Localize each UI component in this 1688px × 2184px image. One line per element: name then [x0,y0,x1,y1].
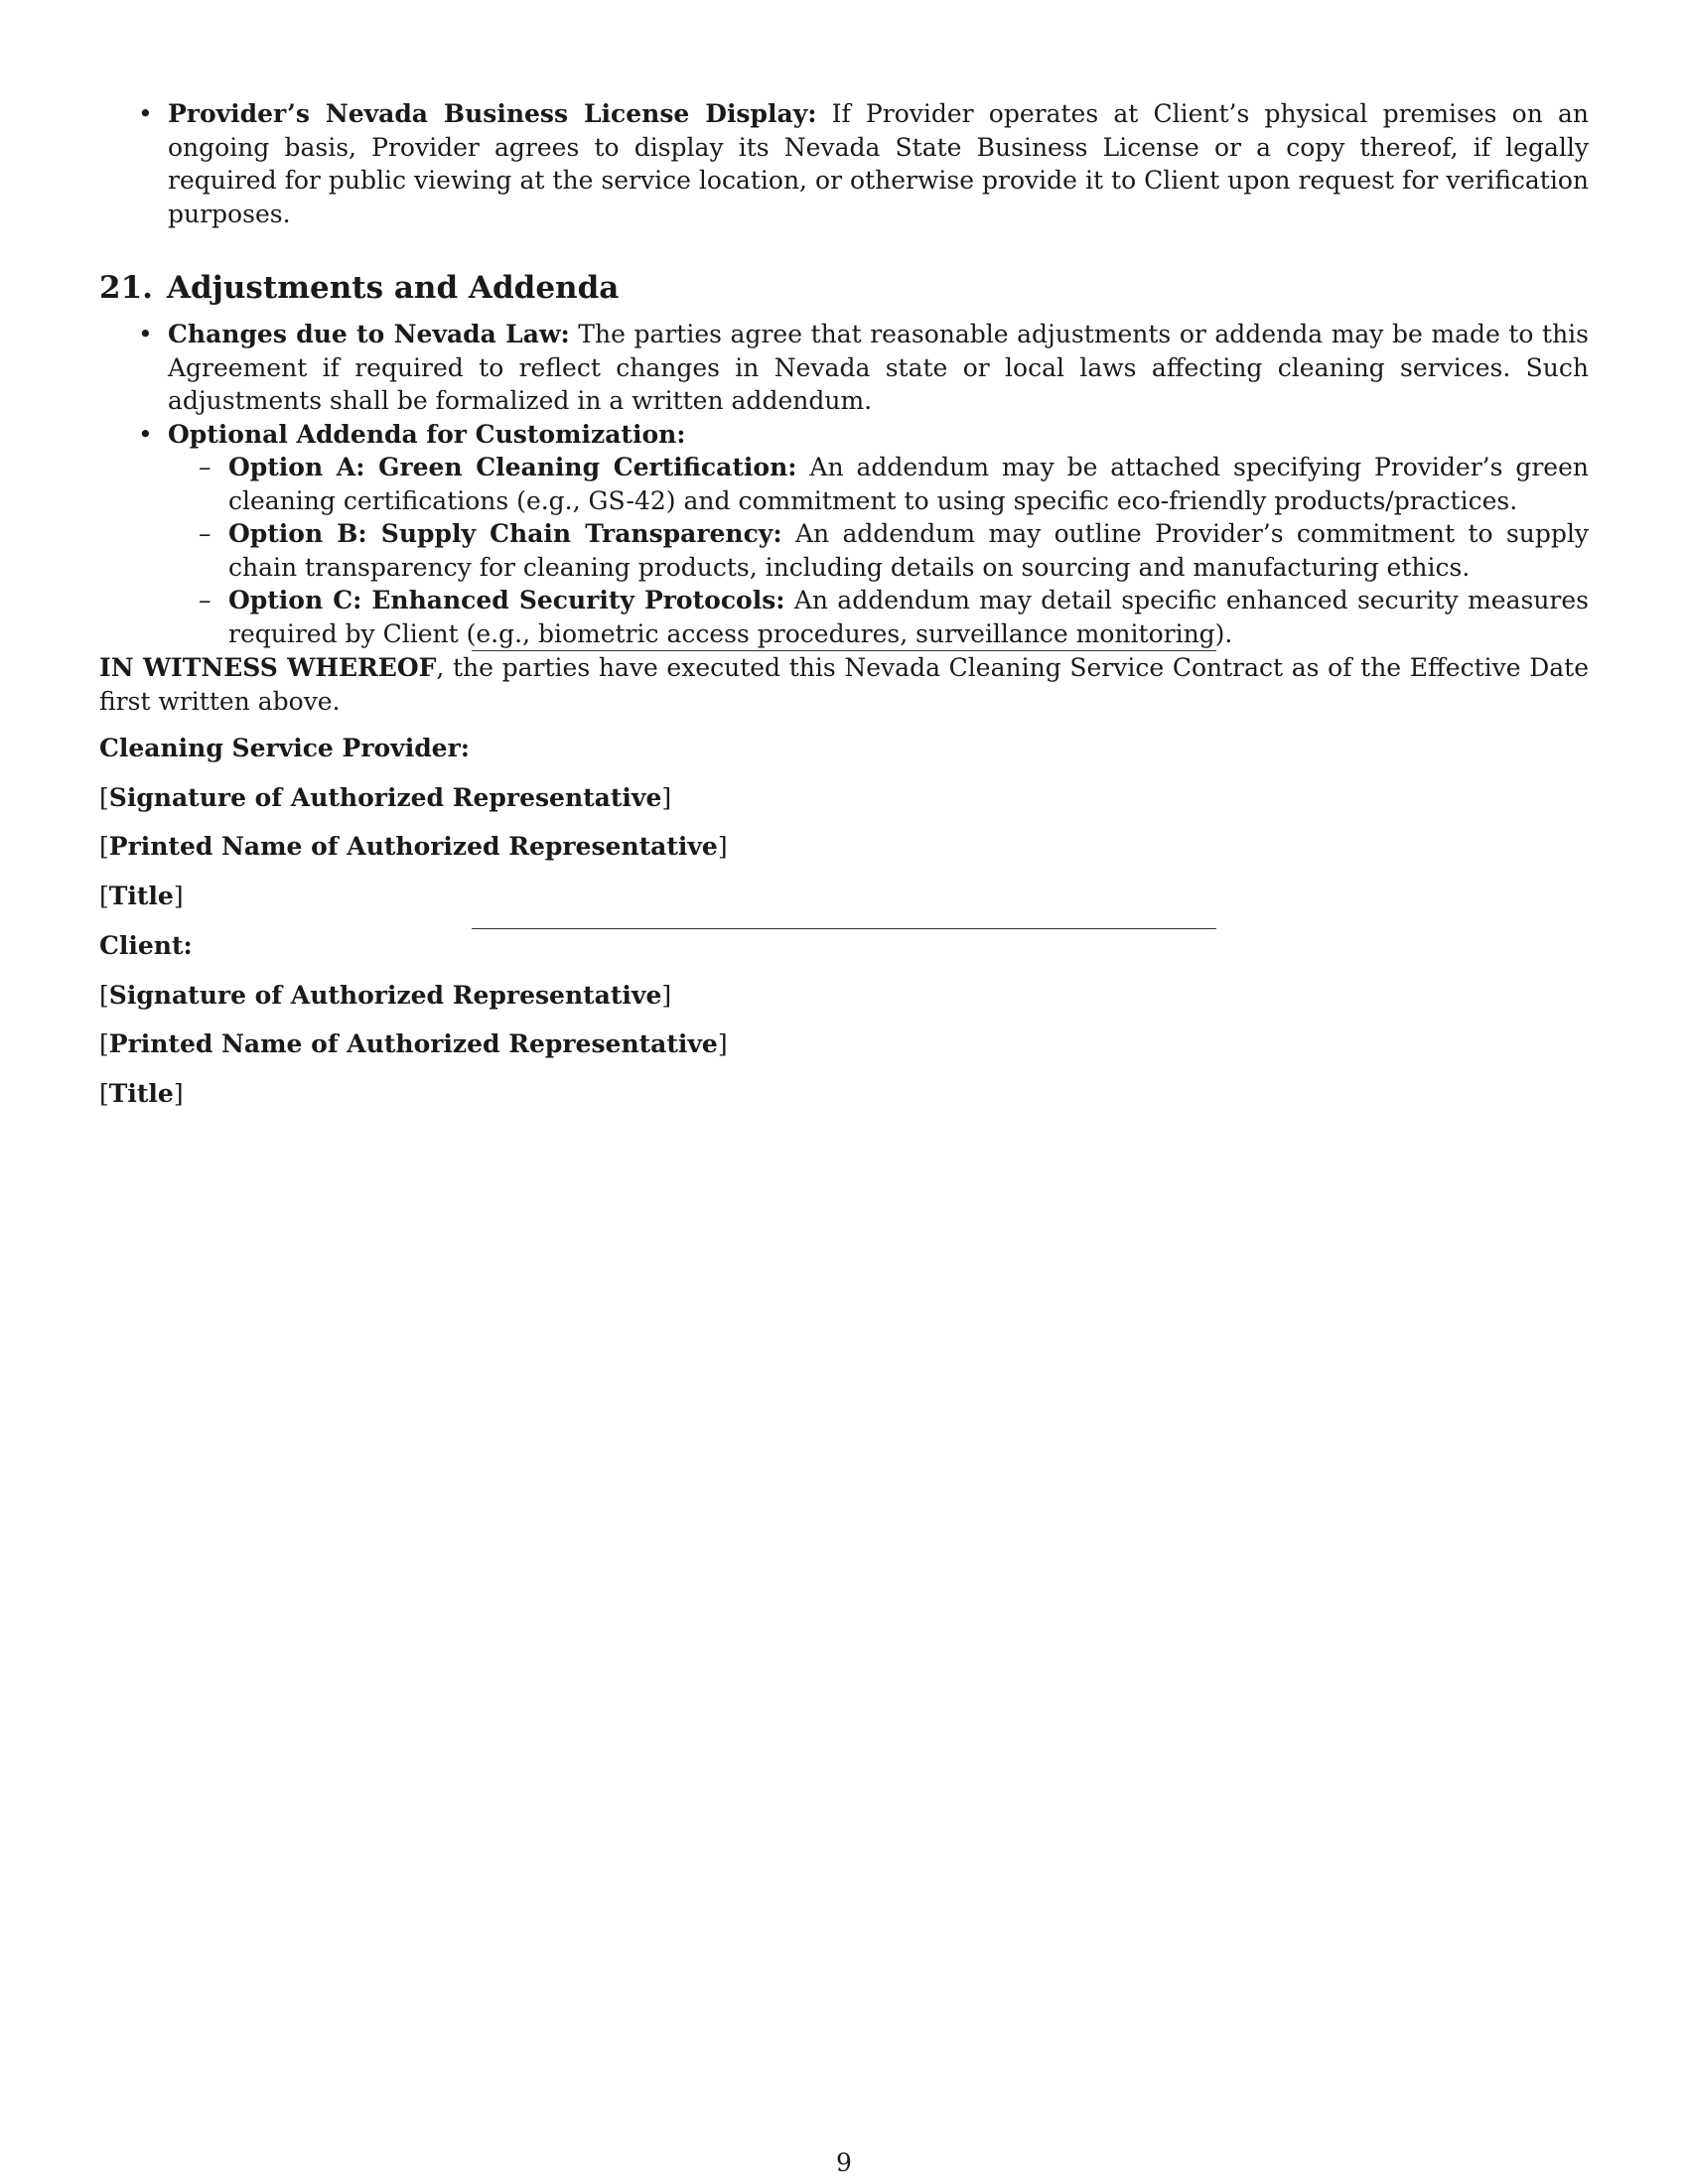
client-heading: Client: [99,931,193,960]
bullet-text: If Provider operates at Client’s physical premises on an ongoing basis, Provider agrees to display its Nevada State Business License or a copy thereof, if legally required for public viewing at the service location, or otherwise provide it to Client upon request for verification purposes. [168,99,1589,228]
bullet-icon: • [138,320,153,348]
option-text: An addendum may detail specific enhanced security measures required by Client (e.g., biometric access procedures, surveillance monitoring). [228,586,1589,648]
client-printed-name-line: [Printed Name of Authorized Representative] [99,1029,728,1058]
witness-text: , the parties have executed this Nevada Cleaning Service Contract as of the Effective Date first written above. [99,653,1590,716]
list-item-optional-addenda [99,418,1589,651]
client-title-label: Title [108,1078,174,1108]
page-number: 9 [836,2148,852,2177]
dash-icon: – [199,519,211,548]
provider-printed-name-label: Printed Name of Authorized Representative [108,832,718,861]
witness-paragraph [99,651,1589,718]
provider-signature-line: [Signature of Authorized Representative] [99,782,672,812]
list-item-license-display [99,97,1589,230]
provider-signature-block [99,732,1589,912]
witness-lead: IN WITNESS WHEREOF [99,653,437,682]
section-title: Adjustments and Addenda [166,270,620,306]
section-heading-21 [99,268,1589,308]
provider-heading: Cleaning Service Provider: [99,734,470,762]
bullet-text: The parties agree that reasonable adjustments or addenda may be made to this Agreement if required to reflect changes in Nevada state or local laws affecting cleaning services. Such adjustments shall be formalized in a written addendum. [168,320,1589,415]
list-item-option-a [168,451,1589,517]
bullet-title: Provider’s Nevada Business License Display: [168,99,817,128]
client-signature-label: Signature of Authorized Representative [108,980,662,1010]
client-printed-name-label: Printed Name of Authorized Representative [108,1029,718,1058]
bullet-icon: • [138,419,153,449]
option-title: Option B: Supply Chain Transparency: [228,519,782,548]
provider-title-label: Title [108,881,174,910]
bullet-title: Optional Addenda for Customization: [168,419,686,449]
bullet-icon: • [138,99,153,128]
section-number: 21. [99,270,153,306]
intro-bullet-list [99,97,1589,230]
option-text: An addendum may be attached specifying Provider’s green cleaning certifications (e.g., GS-42) and commitment to using specific eco-friendly products/practices. [228,453,1589,515]
list-item-nevada-law [99,318,1589,418]
provider-printed-name-line: [Printed Name of Authorized Representative] [99,832,728,861]
list-item-option-c [168,584,1589,650]
section-21-bullet-list [99,318,1589,650]
provider-signature-label: Signature of Authorized Representative [108,782,662,812]
option-title: Option A: Green Cleaning Certification: [228,453,797,481]
client-signature-block [99,929,1589,1110]
client-title-line: [Title] [99,1078,184,1108]
option-text: An addendum may outline Provider’s commitment to supply chain transparency for cleaning products, including details on sourcing and manufacturing ethics. [228,519,1590,582]
bullet-title: Changes due to Nevada Law: [168,320,570,348]
provider-title-line: [Title] [99,881,184,910]
option-title: Option C: Enhanced Security Protocols: [228,586,785,614]
document-page [99,97,1589,1126]
list-item-option-b [168,517,1589,584]
options-list [168,451,1589,650]
client-signature-line: [Signature of Authorized Representative] [99,980,672,1010]
dash-icon: – [199,453,211,481]
dash-icon: – [199,586,211,614]
